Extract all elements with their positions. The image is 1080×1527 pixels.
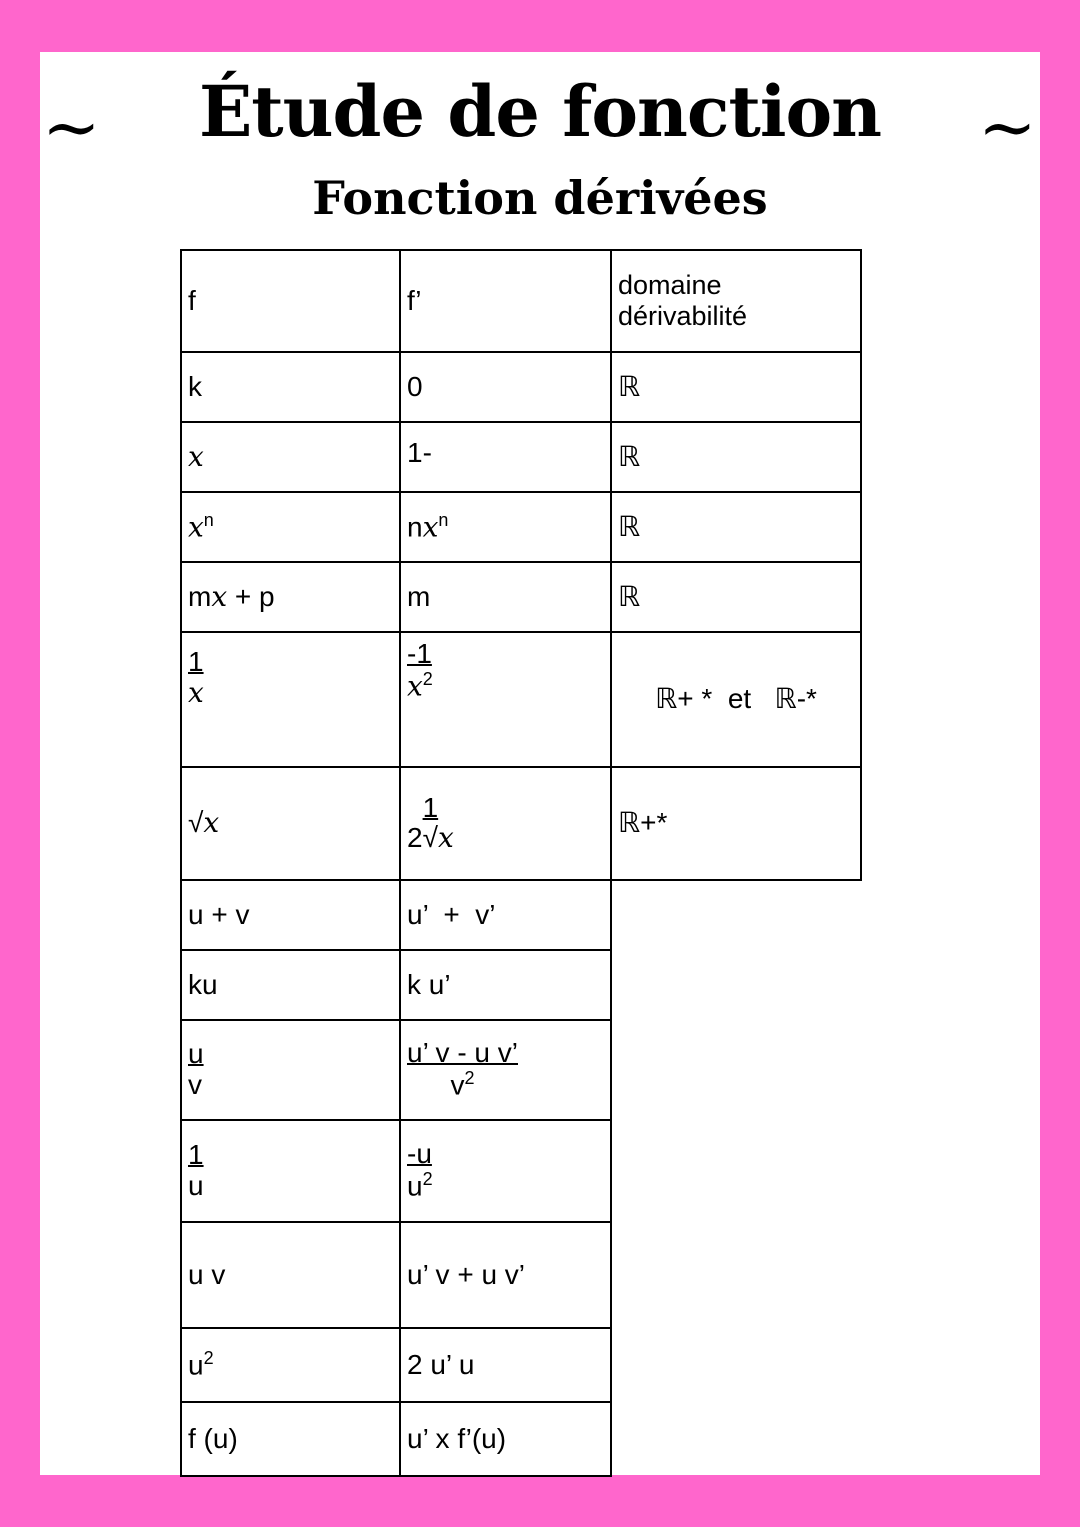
fraction-numerator: 1 — [188, 1139, 204, 1170]
cell-fprime — [400, 880, 611, 950]
derivatives-table — [180, 249, 862, 1477]
cell-fprime-text: 0 — [407, 370, 423, 402]
denominator-exponent: 2 — [422, 1169, 433, 1190]
cell-fprime-text: 2 u’ u — [407, 1348, 475, 1380]
cell-f — [181, 1020, 400, 1120]
empty-cell — [611, 880, 861, 1476]
cell-fprime — [400, 767, 611, 880]
sqrt-symbol: √ — [188, 807, 204, 839]
denominator-var: v — [450, 1069, 465, 1101]
cell-fprime — [400, 352, 611, 422]
cell-f — [181, 950, 400, 1020]
table-row — [181, 422, 861, 492]
fraction-numerator: -u — [407, 1138, 432, 1170]
cell-fprime-exponent: n — [438, 510, 449, 531]
fraction — [407, 1139, 433, 1202]
fraction-numerator: -1 — [407, 638, 432, 669]
cell-f — [181, 767, 400, 880]
cell-f-base: u — [188, 1349, 204, 1381]
cell-domain-text: ℝ — [618, 510, 641, 542]
cell-domain — [611, 352, 861, 422]
fraction — [407, 793, 454, 855]
cell-fprime — [400, 1222, 611, 1328]
fraction-denominator — [407, 823, 454, 854]
cell-domain — [611, 767, 861, 880]
cell-f — [181, 1402, 400, 1476]
cell-domain-text: ℝ+* — [618, 807, 668, 839]
fraction-numerator: 1 — [422, 791, 439, 823]
cell-fprime-text: u’ x f’(u) — [407, 1422, 507, 1454]
cell-domain — [611, 422, 861, 492]
cell-domain-text: ℝ+ * et ℝ-* — [655, 683, 817, 715]
header-fprime-text: f’ — [407, 284, 422, 316]
cell-fprime-text: m — [407, 580, 431, 612]
page-title: Étude de fonction — [198, 70, 882, 153]
cell-f-exponent: n — [203, 510, 214, 531]
cell-fprime-text: k u’ — [407, 968, 451, 1000]
fraction-numerator: u — [188, 1038, 204, 1069]
cell-fprime — [400, 562, 611, 632]
cell-domain — [611, 632, 861, 767]
cell-domain-text: ℝ — [618, 370, 641, 402]
fraction-numerator: 1 — [188, 646, 204, 677]
cell-f — [181, 422, 400, 492]
cell-f-text: k — [188, 370, 202, 402]
denominator-exponent: 2 — [464, 1068, 475, 1089]
cell-f — [181, 492, 400, 562]
header-fprime — [400, 250, 611, 352]
cell-f-var: x — [203, 806, 220, 840]
cell-f — [181, 352, 400, 422]
cell-f-m: m — [188, 580, 212, 612]
fraction — [188, 1140, 204, 1202]
fraction — [407, 1038, 518, 1101]
header-domain — [611, 250, 861, 352]
fraction-denominator — [407, 1069, 518, 1101]
cell-f-text: f (u) — [188, 1422, 238, 1454]
table-row — [181, 767, 861, 880]
cell-fprime — [400, 1328, 611, 1402]
cell-f-exponent: 2 — [203, 1348, 214, 1369]
cell-fprime — [400, 1120, 611, 1222]
cell-f-var: x — [211, 579, 228, 613]
cell-f-text: u + v — [188, 898, 250, 930]
tilde-decoration-left: ~ — [42, 86, 101, 168]
denominator-prefix: 2√ — [407, 822, 438, 854]
cell-f — [181, 1222, 400, 1328]
fraction — [188, 1039, 204, 1101]
table-row — [181, 562, 861, 632]
cell-f — [181, 562, 400, 632]
denominator-var: x — [437, 821, 454, 855]
cell-f — [181, 1120, 400, 1222]
cell-f-rest: + p — [227, 580, 275, 612]
cell-fprime-var: x — [422, 510, 439, 544]
fraction-denominator — [407, 670, 433, 702]
denominator-exponent: 2 — [422, 668, 433, 689]
cell-domain — [611, 562, 861, 632]
fraction-denominator: u — [188, 1169, 204, 1201]
cell-f-base: x — [188, 510, 204, 544]
cell-fprime-text: u’ v + u v’ — [407, 1258, 526, 1290]
header-f-text: f — [188, 284, 196, 316]
cell-f-text: ku — [188, 968, 218, 1000]
page-subtitle: Fonction dérivées — [312, 171, 768, 225]
fraction-denominator: x — [188, 675, 204, 709]
cell-fprime-text: u’ + v’ — [407, 898, 496, 930]
cell-fprime — [400, 1020, 611, 1120]
cell-fprime-text: 1- — [407, 437, 432, 468]
cell-fprime — [400, 422, 611, 492]
cell-domain-text: ℝ — [618, 440, 641, 472]
fraction-denominator — [407, 1170, 433, 1202]
fraction-denominator: v — [188, 1068, 202, 1100]
cell-fprime-coef: n — [407, 511, 423, 543]
header-f — [181, 250, 400, 352]
cell-f — [181, 880, 400, 950]
fraction-numerator: u’ v - u v’ — [407, 1037, 518, 1069]
cell-fprime — [400, 1402, 611, 1476]
table-row — [181, 492, 861, 562]
cell-f — [181, 1328, 400, 1402]
fraction — [407, 639, 433, 702]
header-domain-text: domaine dérivabilité — [618, 269, 748, 331]
cell-fprime — [400, 950, 611, 1020]
cell-fprime — [400, 492, 611, 562]
cell-domain — [611, 492, 861, 562]
table-row — [181, 880, 861, 950]
cell-f — [181, 632, 400, 767]
fraction — [188, 647, 204, 709]
tilde-decoration-right: ~ — [978, 86, 1037, 168]
denominator-var: x — [407, 669, 423, 703]
denominator-var: u — [407, 1170, 423, 1202]
cell-fprime — [400, 632, 611, 767]
table-row — [181, 632, 861, 767]
cell-f-text: u v — [188, 1258, 226, 1290]
cell-domain-text: ℝ — [618, 580, 641, 612]
table-row — [181, 352, 861, 422]
table-header-row — [181, 250, 861, 352]
cell-f-text: x — [188, 439, 204, 473]
